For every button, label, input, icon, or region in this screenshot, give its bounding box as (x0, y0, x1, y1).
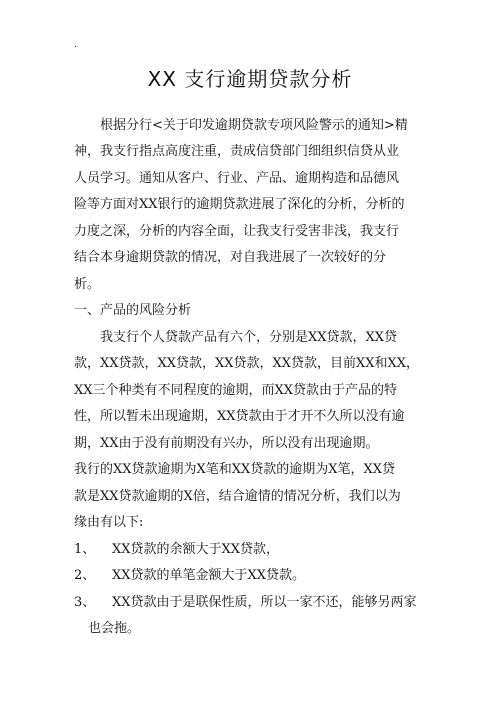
text-line: 我行的XX贷款逾期为X笔和XX贷款的逾期为X笔，XX贷 (74, 462, 396, 477)
page-mark: . (74, 39, 78, 50)
list-item (74, 594, 430, 612)
text-line: XX三个种类有不同程度的逾期，而XX贷款由于产品的特 (74, 383, 398, 398)
text-line: 险等方面对XX银行的逾期贷款进展了深化的分析，分析的 (74, 197, 405, 212)
text-line: 缘由有以下: (74, 515, 144, 530)
text-line: 根据分行<关于印发逾期贷款专项风险警示的通知>精 (100, 118, 408, 133)
text-line: 款，XX贷款，XX贷款，XX贷款，XX贷款，目前XX和XX， (74, 356, 420, 371)
text-line: 人员学习。通知从客户、行业、产品、逾期构造和品德风 (74, 171, 400, 186)
section-heading: 一、产品的风险分析 (74, 303, 192, 318)
text-line: 神，我支行指点高度注重，责成信贷部门细组织信贷从业 (74, 144, 400, 159)
text-line: 我支行个人贷款产品有六个，分别是XX贷款，XX贷 (100, 330, 398, 345)
list-text: XX贷款的单笔金额大于XX贷款。 (112, 568, 306, 583)
list-number: 3、 (74, 595, 96, 610)
text-line: 力度之深，分析的内容全面，让我支行受害非浅，我支行 (74, 224, 400, 239)
document-title: XX 支行逾期贷款分析 (147, 67, 353, 91)
text-line: 结合本身逾期贷款的情况，对自我进展了一次较好的分 (74, 250, 387, 265)
list-text: XX贷款由于是联保性质，所以一家不还，能够另两家 (112, 595, 417, 610)
list-continuation: 也会拖。 (88, 621, 141, 636)
text-line: 析。 (74, 277, 101, 292)
text-line: 款是XX贷款逾期的X倍，结合逾情的情况分析，我们以为 (74, 489, 401, 504)
list-item (74, 541, 430, 559)
list-text: XX贷款的余额大于XX贷款， (112, 542, 280, 557)
list-number: 1、 (74, 542, 96, 557)
text-line: 期，XX由于没有前期没有兴办，所以没有出现逾期。 (74, 436, 379, 451)
list-item (74, 567, 430, 585)
text-line: 性，所以暂未出现逾期，XX贷款由于才开不久所以没有逾 (74, 409, 405, 424)
list-number: 2、 (74, 568, 96, 583)
